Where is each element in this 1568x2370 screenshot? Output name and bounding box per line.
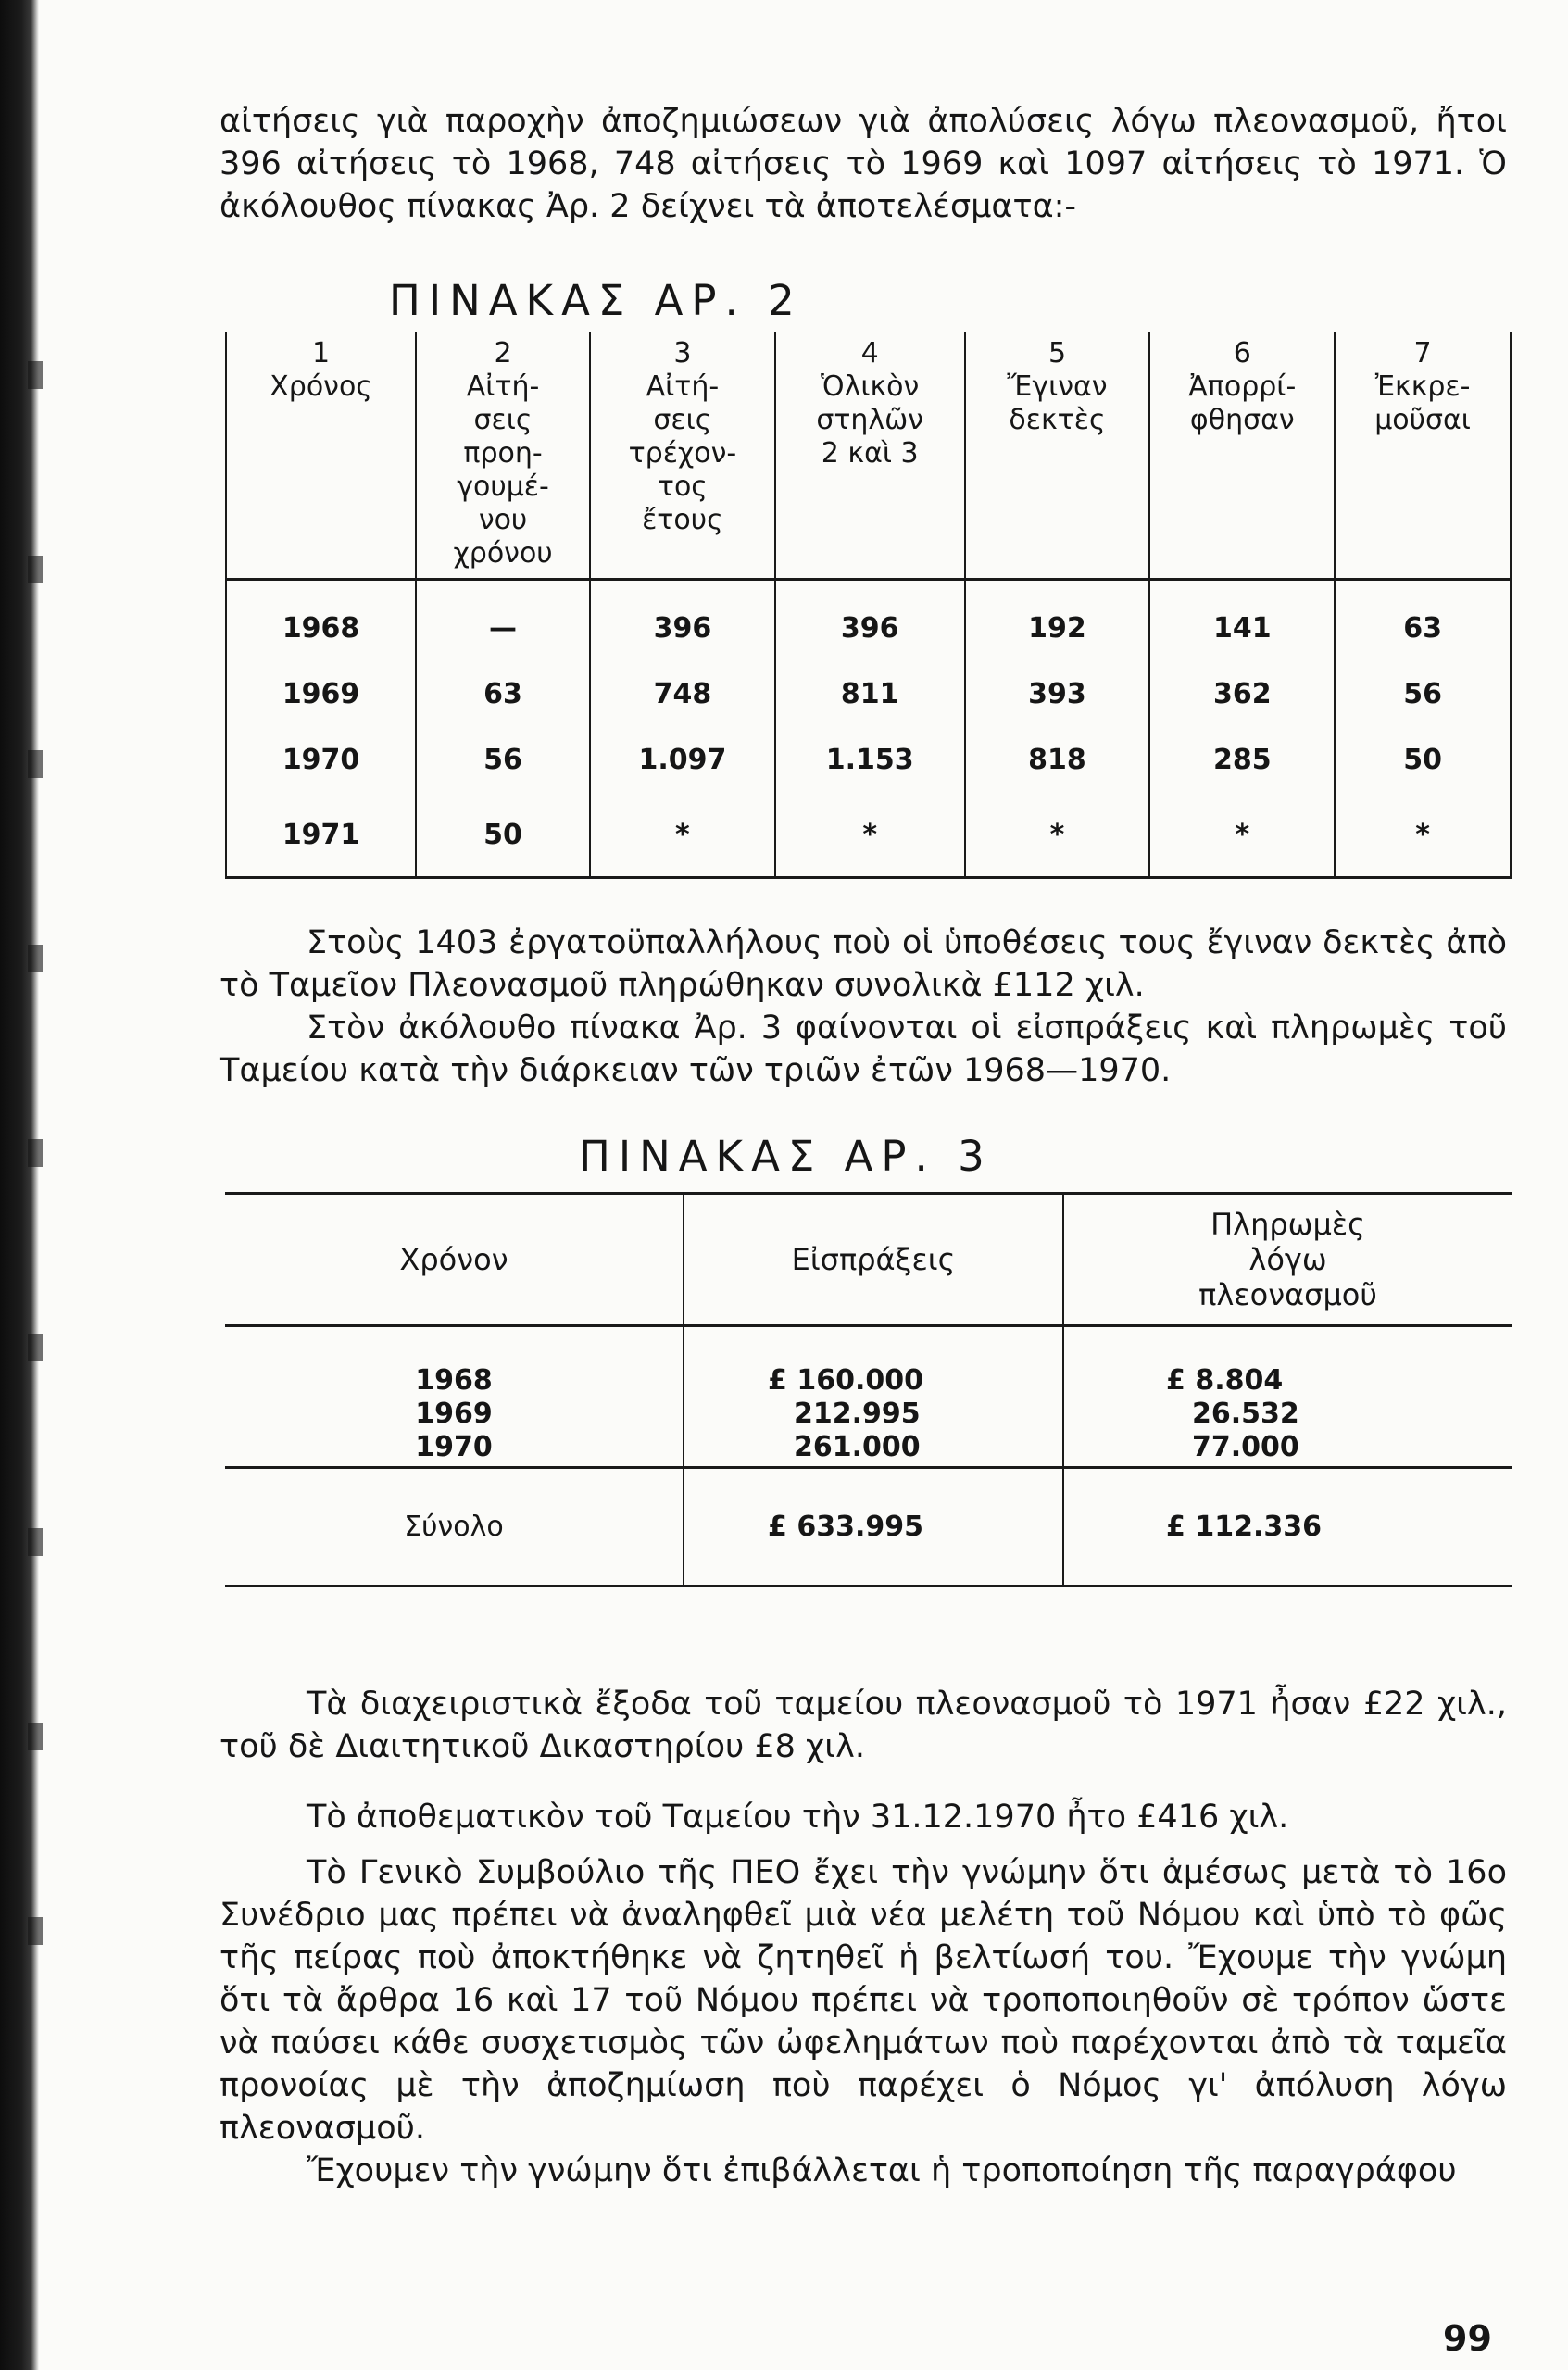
- col-label: Ἐκκρε-μοῦσαι: [1374, 370, 1471, 436]
- cell-year: 1971: [226, 793, 416, 878]
- cell: 63: [1335, 580, 1511, 662]
- total-receipts: £ 633.995: [684, 1468, 1063, 1586]
- col-number: 5: [1047, 337, 1067, 370]
- table3-receipts: [684, 1326, 1063, 1468]
- col-label: Χρόνος: [270, 370, 372, 403]
- col-label: Ἔγιναν δεκτὲς: [1007, 370, 1108, 436]
- cell: 393: [965, 661, 1150, 727]
- total-payments: £ 112.336: [1063, 1468, 1512, 1586]
- reserve-paragraph: Τὸ ἀποθεματικὸν τοῦ Ταμείου τὴν 31.12.1970 ἦτο £416 χιλ.: [307, 1799, 1289, 1836]
- cell: 396: [775, 580, 965, 662]
- year-1969: 1969: [415, 1398, 493, 1430]
- table2-title: ΠΙΝΑΚΑΣ ΑΡ. 2: [389, 276, 803, 325]
- cell: 748: [590, 661, 775, 727]
- table3-header-receipts: Εἰσπράξεις: [684, 1194, 1063, 1326]
- cell: 818: [965, 727, 1150, 793]
- table2-col-header: [590, 332, 775, 580]
- cell-year: 1970: [226, 727, 416, 793]
- cell: 63: [416, 661, 590, 727]
- table3: [225, 1192, 1512, 1587]
- table3-total-row: [225, 1468, 1512, 1586]
- cell-year: 1969: [226, 661, 416, 727]
- cell: 811: [775, 661, 965, 727]
- cell: *: [590, 793, 775, 878]
- col-number: 6: [1233, 337, 1251, 370]
- table3-header-payments: Πληρωμὲς λόγω πλεονασμοῦ: [1063, 1194, 1512, 1326]
- col-number: 7: [1413, 337, 1432, 370]
- payments-1970: 77.000: [1192, 1431, 1299, 1463]
- intro-paragraph: αἰτήσεις γιὰ παροχὴν ἀποζημιώσεων γιὰ ἀπολύσεις λόγω πλεονασμοῦ, ἤτοι 396 αἰτήσεις τὸ 1968, 748 αἰτήσεις τὸ 1969 καὶ 1097 αἰτήσεις τὸ 1971. Ὁ ἀκόλουθος πίνακας Ἀρ. 2 δείχνει τὰ ἀποτελέσματα:-: [220, 103, 1507, 225]
- middle-block: [220, 922, 1507, 1092]
- closing-block: [220, 1683, 1507, 2192]
- table2-row: [226, 793, 1511, 878]
- cell: *: [775, 793, 965, 878]
- table2-row: [226, 727, 1511, 793]
- table2-header-row: [226, 332, 1511, 580]
- table2-col-header: [416, 332, 590, 580]
- year-1970: 1970: [415, 1431, 493, 1463]
- payments-1968: £ 8.804: [1166, 1364, 1284, 1397]
- table2-col-header: [775, 332, 965, 580]
- col-label: Ἀπορρί-φθησαν: [1188, 370, 1297, 436]
- cell: 56: [1335, 661, 1511, 727]
- receipts-1970: 261.000: [794, 1431, 921, 1463]
- col-number: 3: [673, 337, 692, 370]
- table2-row: [226, 580, 1511, 662]
- cell: *: [1149, 793, 1335, 878]
- cell: 50: [1335, 727, 1511, 793]
- col-label: Ὁλικὸν στηλῶν 2 καὶ 3: [816, 370, 924, 470]
- table2-col-header: [1149, 332, 1335, 580]
- table2-col-header: [965, 332, 1150, 580]
- year-1968: 1968: [415, 1364, 493, 1397]
- table3-years: [225, 1326, 684, 1468]
- page-number: 99: [1443, 2318, 1492, 2359]
- cell: *: [965, 793, 1150, 878]
- receipts-1968: £ 160.000: [768, 1364, 923, 1397]
- cell: 56: [416, 727, 590, 793]
- table3-body-row: [225, 1326, 1512, 1468]
- cell: 192: [965, 580, 1150, 662]
- payments-1969: 26.532: [1192, 1398, 1299, 1430]
- amendment-paragraph: Ἔχουμεν τὴν γνώμην ὅτι ἐπιβάλλεται ἡ τροποποίηση τῆς παραγράφου: [307, 2152, 1457, 2189]
- table3-title: ΠΙΝΑΚΑΣ ΑΡ. 3: [579, 1132, 993, 1181]
- col-number: 1: [312, 337, 331, 370]
- cell: *: [1335, 793, 1511, 878]
- cell: 396: [590, 580, 775, 662]
- receipts-1969: 212.995: [794, 1398, 921, 1430]
- cell: 141: [1149, 580, 1335, 662]
- table2: [225, 332, 1512, 879]
- table3-intro-paragraph: Στὸν ἀκόλουθο πίνακα Ἀρ. 3 φαίνονται οἱ εἰσπράξεις καὶ πληρωμὲς τοῦ Ταμείου κατὰ τὴν διάρκειαν τῶν τριῶν ἐτῶν 1968—1970.: [220, 1009, 1507, 1089]
- intro-block: [220, 100, 1507, 228]
- col-label: Αἰτή-σεις προη-γουμέ-νου χρόνου: [453, 370, 553, 570]
- payments-paragraph: Στοὺς 1403 ἐργατοϋπαλλήλους ποὺ οἱ ὑποθέσεις τους ἔγιναν δεκτὲς ἀπὸ τὸ Ταμεῖον Πλεονασμοῦ πληρώθηκαν συνολικὰ £112 χιλ.: [220, 924, 1507, 1004]
- col-number: 4: [860, 337, 879, 370]
- cell: 362: [1149, 661, 1335, 727]
- table2-col-header: [1335, 332, 1511, 580]
- table3-payments: [1063, 1326, 1512, 1468]
- table2-col-header: [226, 332, 416, 580]
- table2-row: [226, 661, 1511, 727]
- col-label: Αἰτή-σεις τρέχον-τος ἔτους: [628, 370, 737, 536]
- scan-binding-edge: [0, 0, 39, 2370]
- total-label: Σύνολο: [225, 1468, 684, 1586]
- cell: —: [416, 580, 590, 662]
- col-number: 2: [494, 337, 512, 370]
- table3-header-row: [225, 1194, 1512, 1326]
- cell-year: 1968: [226, 580, 416, 662]
- cell: 285: [1149, 727, 1335, 793]
- cell: 1.097: [590, 727, 775, 793]
- admin-expenses-paragraph: Τὰ διαχειριστικὰ ἔξοδα τοῦ ταμείου πλεονασμοῦ τὸ 1971 ἦσαν £22 χιλ., τοῦ δὲ Διαιτητικοῦ Δικαστηρίου £8 χιλ.: [220, 1686, 1507, 1765]
- council-opinion-paragraph: Τὸ Γενικὸ Συμβούλιο τῆς ΠΕΟ ἔχει τὴν γνώμην ὅτι ἀμέσως μετὰ τὸ 16ο Συνέδριο μας πρέπει νὰ ἀναληφθεῖ μιὰ νέα μελέτη τοῦ Νόμου καὶ ὑπὸ τὸ φῶς τῆς πείρας ποὺ ἀποκτήθηκε νὰ ζητηθεῖ ἡ βελτίωσή του. Ἔχουμε τὴν γνώμη ὅτι τὰ ἄρθρα 16 καὶ 17 τοῦ Νόμου πρέπει νὰ τροποποιηθοῦν σὲ τρόπον ὥστε νὰ παύσει κάθε συσχετισμὸς τῶν ὠφελημάτων ποὺ παρέχονται ἀπὸ τὰ ταμεῖα προνοίας μὲ τὴν ἀποζημίωση ποὺ παρέχει ὁ Νόμος γι' ἀπόλυση λόγω πλεονασμοῦ.: [220, 1854, 1507, 2147]
- cell: 1.153: [775, 727, 965, 793]
- cell: 50: [416, 793, 590, 878]
- table3-header-year: Χρόνον: [225, 1194, 684, 1326]
